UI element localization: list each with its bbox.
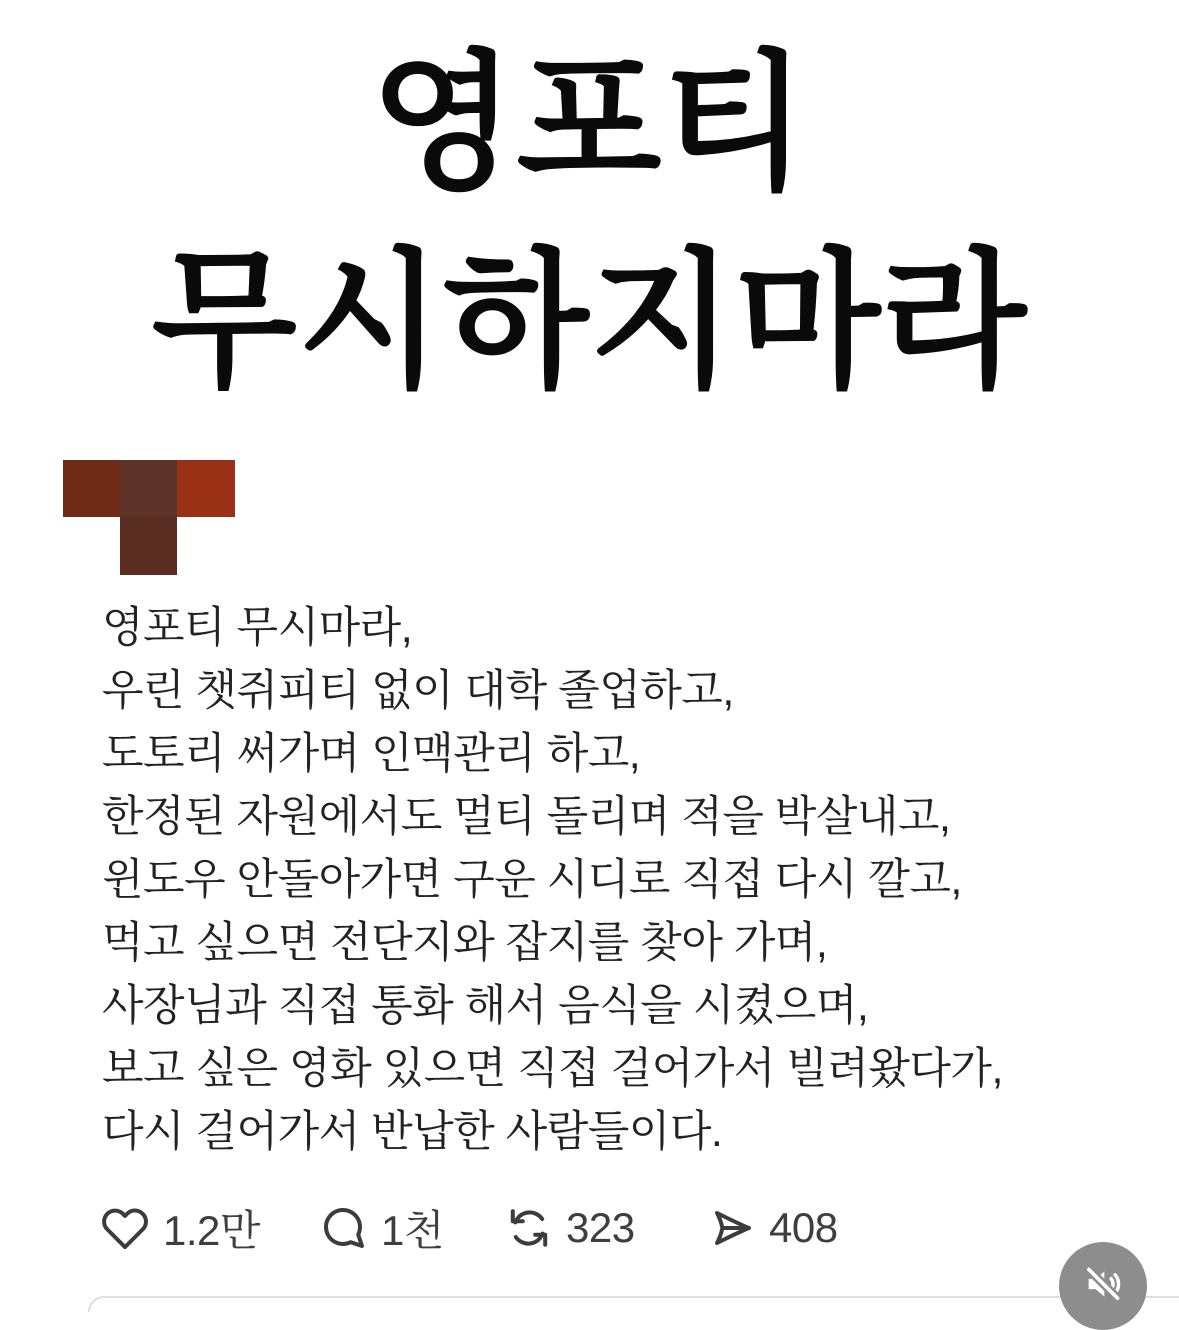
post-body [102,597,1102,1164]
avatar-pixel-top-left [63,460,120,517]
comment-count: 1천 [381,1207,444,1254]
comment-icon [320,1204,368,1252]
share-count: 408 [769,1204,838,1251]
body-line: 윈도우 안돌아가면 구운 시디로 직접 다시 깔고, [102,856,962,904]
share-button[interactable] [708,1200,838,1256]
repost-icon [505,1204,553,1252]
mute-button[interactable] [1059,1242,1147,1330]
repost-button[interactable] [505,1200,635,1256]
body-line: 다시 걸어가서 반납한 사람들이다. [102,1108,723,1156]
meme-title-line2: 무시하지마라 [151,240,1028,406]
heart-icon [100,1204,150,1252]
body-line: 영포티 무시마라, [102,604,413,652]
comment-button[interactable] [320,1200,444,1256]
muted-speaker-icon [1080,1261,1126,1312]
avatar[interactable] [63,460,235,575]
avatar-pixel-top-middle [120,460,177,517]
like-button[interactable] [100,1200,260,1256]
share-icon [708,1204,756,1252]
body-line: 한정된 자원에서도 멀티 돌리며 적을 박살내고, [102,793,951,841]
repost-count: 323 [566,1204,635,1251]
like-count: 1.2만 [163,1207,260,1254]
body-line: 먹고 싶으면 전단지와 잡지를 찾아 가며, [102,919,828,967]
body-line: 우린 챗쥐피티 없이 대학 졸업하고, [102,667,734,715]
body-line: 도토리 써가며 인맥관리 하고, [102,730,641,778]
meme-title [0,26,1179,422]
body-line: 보고 싶은 영화 있으면 직접 걸어가서 빌려왔다가, [102,1045,1003,1093]
avatar-pixel-top-right [177,460,235,517]
avatar-pixel-bottom [120,517,177,575]
meme-title-line1: 영포티 [370,42,809,208]
body-line: 사장님과 직접 통화 해서 음식을 시켰으며, [102,982,869,1030]
